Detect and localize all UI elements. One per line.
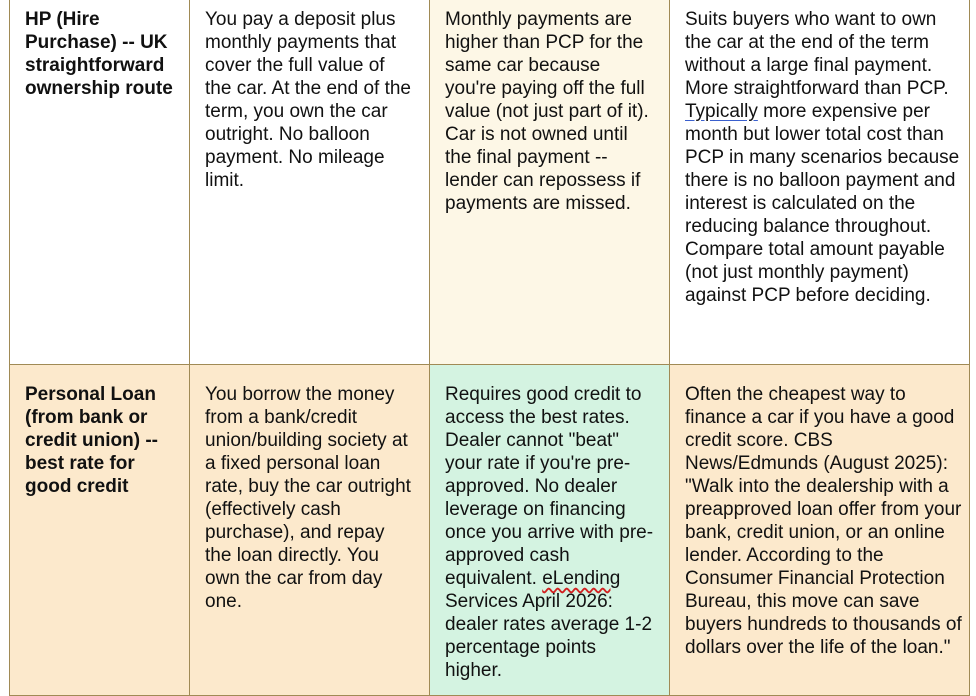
drawbacks-text-continued: Services April 2026: dealer rates average 1-2 percentage points higher.	[445, 591, 653, 681]
how-it-works-text: You pay a deposit plus monthly payments that cover the full value of the car. At the end of the term, you own the car outright. No balloon payment. No mileage limit.	[205, 9, 411, 191]
option-name-cell	[9, 0, 189, 364]
grammar-flagged-word[interactable]: Typically	[685, 101, 758, 122]
finance-options-table	[9, 0, 970, 696]
drawbacks-text: Monthly payments are higher than PCP for the same car because you're paying off the full value (not just part of it). Car is not owned until the final payment -- lender can repossess if payments are missed.	[445, 9, 649, 214]
drawbacks-text: Requires good credit to access the best rates. Dealer cannot "beat" your rate if you're pre-approved. No dealer leverage on financing once you arrive with pre-approved cash equivalent.	[445, 384, 654, 589]
option-name: Personal Loan (from bank or credit union) -- best rate for good credit	[25, 384, 158, 497]
how-it-works-cell	[189, 0, 429, 364]
notes-text: Often the cheapest way to finance a car if you have a good credit score. CBS News/Edmunds (August 2025): "Walk into the dealership with a preapproved loan offer from your bank, credit union, or an online lender. According to the Consumer Financial Protection Bureau, this move can save buyers hundreds to thousands of dollars over the life of the loan."	[685, 384, 962, 658]
notes-text-continued: more expensive per month but lower total cost than PCP in many scenarios because there is no balloon payment and interest is calculated on the reducing balance throughout. Compare total amount payable (not just monthly payment) against PCP before deciding.	[685, 101, 960, 306]
drawbacks-cell	[429, 0, 669, 364]
drawbacks-cell	[429, 365, 669, 695]
how-it-works-text: You borrow the money from a bank/credit union/building society at a fixed personal loan rate, buy the car outright (effectively cash purchase), and repay the loan directly. You own the car from day one.	[205, 384, 411, 612]
notes-cell	[669, 0, 970, 364]
option-name-cell	[9, 365, 189, 695]
how-it-works-cell	[189, 365, 429, 695]
table-row-hire-purchase	[9, 0, 970, 365]
table-row-personal-loan	[9, 365, 970, 696]
notes-cell	[669, 365, 970, 695]
notes-text: Suits buyers who want to own the car at the end of the term without a large final payment. More straightforward than PCP.	[685, 9, 949, 99]
option-name: HP (Hire Purchase) -- UK straightforward ownership route	[25, 9, 173, 99]
spelling-flagged-word[interactable]: eLending	[542, 568, 621, 589]
